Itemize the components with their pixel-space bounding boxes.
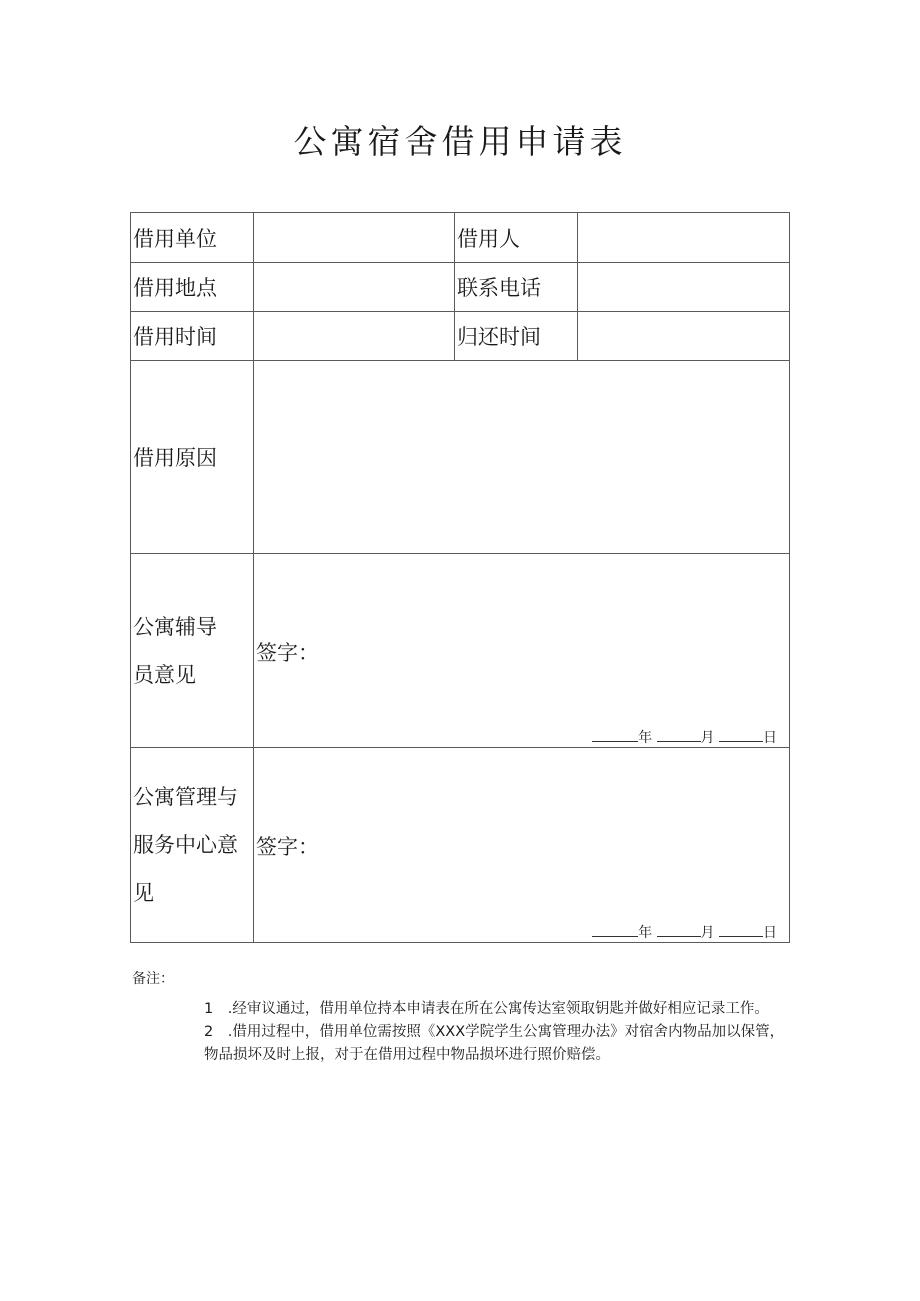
person-input-cell[interactable]	[578, 213, 790, 263]
reason-label: 借用原因	[133, 446, 217, 470]
counselor-opinion-cell[interactable]	[254, 554, 790, 748]
phone-label: 联系电话	[457, 276, 541, 300]
notes-label: 备注：	[132, 971, 174, 987]
phone-label-cell	[455, 263, 578, 312]
return-time-label: 归还时间	[457, 325, 541, 349]
reason-label-cell	[131, 361, 254, 554]
person-label: 借用人	[457, 226, 520, 251]
unit-input-cell[interactable]	[254, 213, 455, 263]
note-item-1: 1 .经审议通过，借用单位持本申请表在所在公寓传达室领取钥匙并做好相应记录工作。	[204, 1001, 769, 1017]
day-label: 日	[763, 730, 777, 746]
reason-input-cell[interactable]	[254, 361, 790, 554]
phone-input-cell[interactable]	[578, 263, 790, 312]
counselor-label-cell	[131, 554, 254, 748]
day-blank[interactable]	[719, 729, 763, 742]
month-label: 月	[700, 730, 715, 746]
borrow-time-label-cell	[131, 312, 254, 361]
center-label-line1: 公寓管理与	[133, 785, 238, 809]
counselor-date-line	[592, 727, 777, 747]
counselor-sign-label: 签字：	[256, 641, 319, 665]
center-opinion-cell[interactable]	[254, 748, 790, 943]
location-input-cell[interactable]	[254, 263, 455, 312]
year-blank[interactable]	[592, 729, 638, 742]
counselor-label-line1: 公寓辅导	[133, 614, 217, 639]
center-label	[131, 773, 253, 917]
year-label: 年	[638, 730, 653, 746]
borrow-time-label: 借用时间	[133, 325, 217, 349]
center-sign-label: 签字：	[256, 835, 319, 859]
center-label-line3: 见	[133, 881, 154, 905]
person-label-cell	[455, 213, 578, 263]
day-label: 日	[763, 925, 777, 941]
year-label: 年	[638, 925, 653, 941]
month-blank[interactable]	[657, 924, 701, 937]
return-time-input-cell[interactable]	[578, 312, 790, 361]
note-item-2: 2 .借用过程中，借用单位需按照《XXX学院学生公寓管理办法》对宿舍内物品加以保管，物品损坏及时上报，对于在借用过程中物品损坏进行照价赔偿。	[204, 1024, 785, 1063]
day-blank[interactable]	[719, 924, 763, 937]
borrow-time-input-cell[interactable]	[254, 312, 455, 361]
application-form-table	[130, 212, 790, 943]
center-label-cell	[131, 748, 254, 943]
unit-label-cell	[131, 213, 254, 263]
unit-label: 借用单位	[133, 226, 217, 251]
counselor-label	[131, 603, 253, 699]
center-label-line2: 服务中心意	[133, 833, 238, 857]
month-blank[interactable]	[657, 729, 701, 742]
return-time-label-cell	[455, 312, 578, 361]
location-label-cell	[131, 263, 254, 312]
center-date-line	[592, 922, 777, 942]
counselor-label-line2: 员意见	[133, 662, 196, 687]
location-label: 借用地点	[133, 276, 217, 300]
notes-section	[132, 968, 792, 1067]
form-title: 公寓宿舍借用申请表	[293, 122, 627, 161]
month-label: 月	[700, 925, 715, 941]
year-blank[interactable]	[592, 924, 638, 937]
